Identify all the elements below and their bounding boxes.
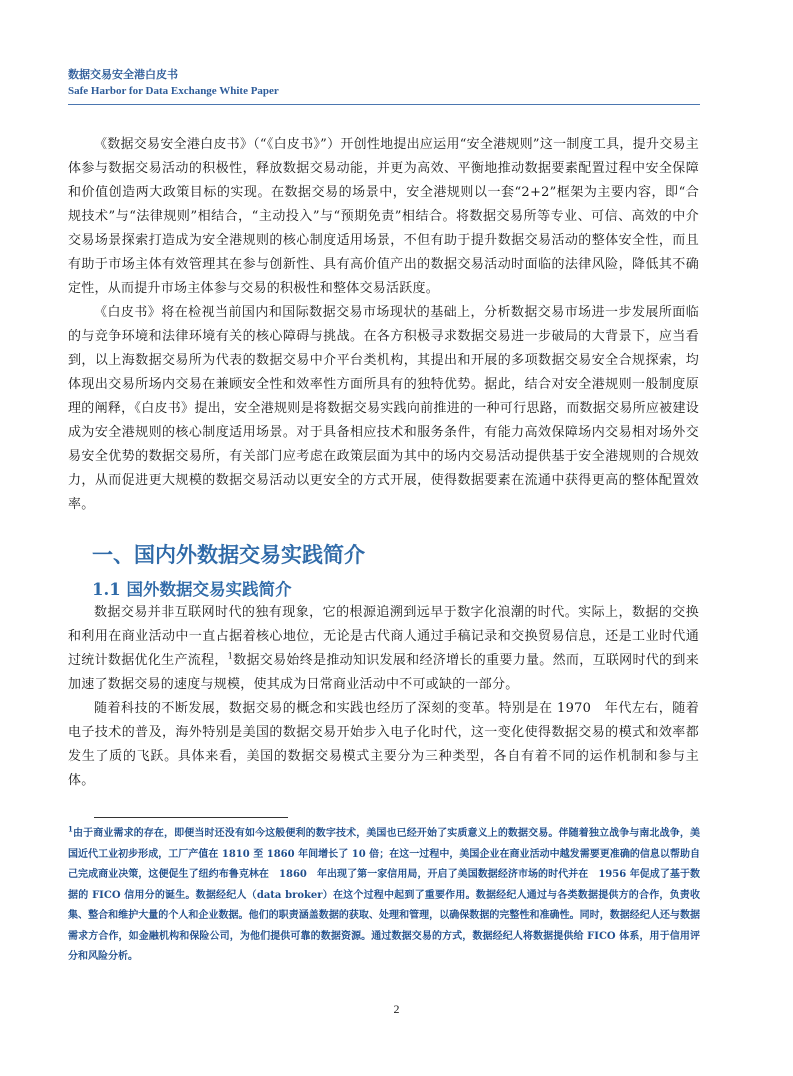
- footnote-reference[interactable]: 1: [227, 651, 234, 661]
- header-title-en: Safe Harbor for Data Exchange White Paper: [68, 85, 279, 97]
- paragraph-history-part1: 数据交易并非互联网时代的独有现象，它的根源追溯到远早于数字化浪潮的时代。实际上，数据的交换和利用在商业活动中一直占据着核心地位，无论是古代商人通过手稿记录和交换贸易信息，还是工业时代通过统计数据优化生产流程，: [68, 605, 699, 668]
- paragraph-intro-2: 《白皮书》将在检视当前国内和国际数据交易市场现状的基础上，分析数据交易市场进一步发展所面临的与竞争环境和法律环境有关的核心障碍与挑战。在各方积极寻求数据交易进一步破局的大背景下，应当看到，以上海数据交易所为代表的数据交易中介平台类机构，其提出和开展的多项数据交易安全合规探索，均体现出交易所场内交易在兼顾安全性和效率性方面所具有的独特优势。据此，结合对安全港规则一般制度原理的阐释，《白皮书》提出，安全港规则是将数据交易实践向前推进的一种可行思路，而数据交易所应被建设成为安全港规则的核心制度适用场景。对于具备相应技术和服务条件，有能力高效保障场内交易相对场外交易安全优势的数据交易所，有关部门应考虑在政策层面为其中的场内交易活动提供基于安全港规则的合规效力，从而促进更大规模的数据交易活动以更安全的方式开展，使得数据要素在流通中获得更高的整体配置效率。: [68, 305, 699, 512]
- footnote-text: 由于商业需求的存在，即便当时还没有如今这般便利的数字技术，美国也已经开始了实质意义上的数据交易。伴随着独立战争与南北战争，美国近代工业初步形成，工厂产值在 1810 至 1860 年间增长了 10 倍；在这一过程中，美国企业在商业活动中越发需要更准确的信息以帮助自己完成商业决策，这便促生了纽约布鲁克林在 1860 年出现了第一家信用局，开启了美国数据经济市场的时代并在 1956 年促成了基于数据的 FICO 信用分的诞生。数据经纪人（data broker）在这个过程中起到了重要作用。数据经纪人通过与各类数据提供方的合作，负责收集、整合和维护大量的个人和企业数据。他们的职责涵盖数据的获取、处理和管理，以确保数据的完整性和准确性。同时，数据经纪人还与数据需求方合作，如金融机构和保险公司，为他们提供可靠的数据资源。通过数据交易的方式，数据经纪人将数据提供给 FICO 体系，用于信用评分和风险分析。: [68, 828, 700, 962]
- footnote: [68, 824, 700, 968]
- header-title-cn: 数据交易安全港白皮书: [68, 68, 178, 81]
- paragraph-history-part2: 数据交易始终是推动知识发展和经济增长的重要力量。然而，互联网时代的到来加速了数据交易的速度与规模，使其成为日常商业活动中不可或缺的一部分。: [68, 653, 699, 692]
- paragraph-history: [68, 601, 699, 697]
- header-divider: [68, 104, 700, 105]
- paragraph-evolution: 随着科技的不断发展，数据交易的概念和实践也经历了深刻的变革。特别是在 1970 年代左右，随着电子技术的普及，海外特别是美国的数据交易开始步入电子化时代，这一变化使得数据交易的模式和效率都发生了质的飞跃。具体来看，美国的数据交易模式主要分为三种类型，各自有着不同的运作机制和参与主体。: [68, 701, 699, 788]
- subsection-heading: 1.1 国外数据交易实践简介: [92, 580, 292, 599]
- running-header: [68, 66, 700, 100]
- main-content: [68, 133, 699, 793]
- page-number: 2: [393, 1002, 400, 1016]
- footnote-divider: [94, 817, 288, 818]
- section-heading: 一、国内外数据交易实践简介: [92, 542, 365, 567]
- footnote-marker: 1: [68, 824, 73, 834]
- paragraph-intro-1: 《数据交易安全港白皮书》（“《白皮书》”）开创性地提出应运用“安全港规则”这一制度工具，提升交易主体参与数据交易活动的积极性，释放数据交易动能，并更为高效、平衡地推动数据要素配置过程中安全保障和价值创造两大政策目标的实现。在数据交易的场景中，安全港规则以一套“2+2”框架为主要内容，即“合规技术”与“法律规则”相结合，“主动投入”与“预期免责”相结合。将数据交易所等专业、可信、高效的中介交易场景探索打造成为安全港规则的核心制度适用场景，不但有助于提升数据交易活动的整体安全性，而且有助于市场主体有效管理其在参与创新性、具有高价值产出的数据交易活动时面临的法律风险，降低其不确定性，从而提升市场主体参与交易的积极性和整体交易活跃度。: [68, 137, 699, 296]
